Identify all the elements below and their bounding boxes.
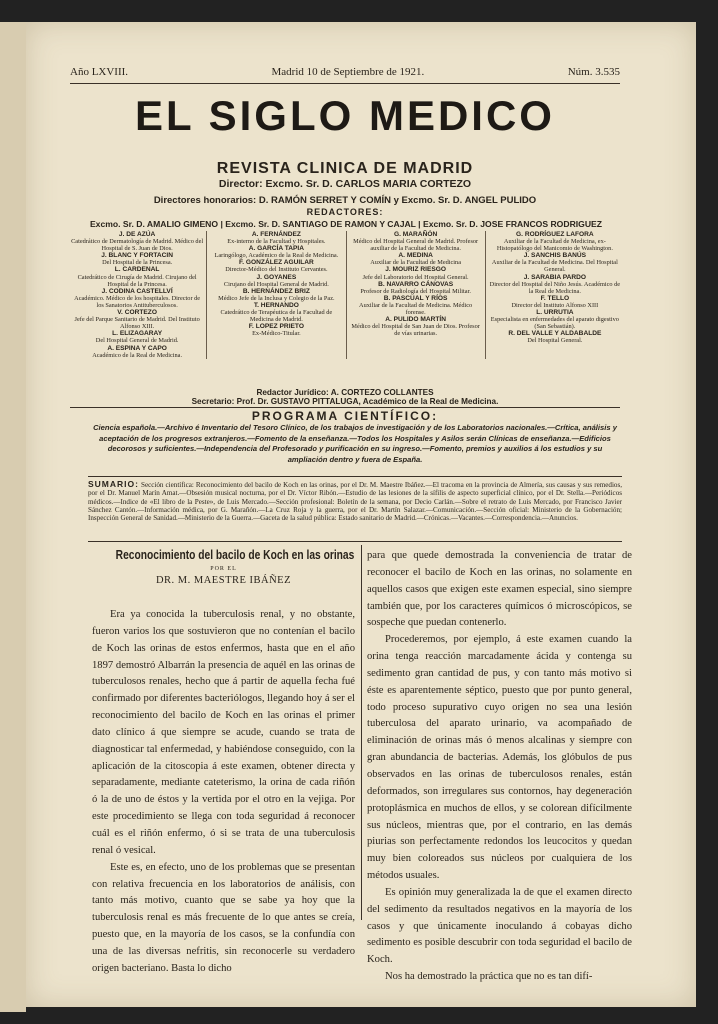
staff-name: J. CODINA CASTELLVÍ: [101, 287, 173, 295]
issue-date: Madrid 10 de Septiembre de 1921.: [271, 66, 425, 78]
staff-desc: Auxiliar de la Facultad de Medicina, ex-Histopatólogo del Manicomio de Washington.: [496, 238, 613, 253]
article-title: Reconocimiento del bacilo de Koch en las orinas: [115, 548, 355, 562]
staff-entry: [350, 266, 482, 280]
staff-entry: [210, 274, 342, 288]
masthead-subtitle: REVISTA CLINICA DE MADRID: [216, 160, 474, 177]
staff-desc: Laringólogo, Académico de la Real de Medicina.: [214, 252, 339, 260]
staff-entry: [350, 281, 482, 295]
staff-entry: [71, 231, 203, 252]
staff-name: B. NAVARRO CÁNOVAS: [378, 280, 454, 288]
staff-desc: Director del Instituto Alfonso XIII: [511, 301, 599, 309]
staff-name: B. HERNÁNDEZ BRIZ: [242, 287, 310, 295]
staff-desc: Médico Jefe de la Inclusa y Colegio de la Paz.: [218, 294, 335, 302]
staff-desc: Catedrático de Cirugía de Madrid. Cirujano del Hospital de la Princesa.: [77, 273, 197, 288]
staff-entry: [210, 245, 342, 259]
staff-entry: [210, 288, 342, 302]
staff-column: [346, 231, 485, 359]
staff-name: R. DEL VALLE Y ALDABALDE: [508, 330, 602, 338]
staff-entry: [350, 316, 482, 337]
staff-entry: [210, 231, 342, 245]
paragraph: Era ya conocida la tuberculosis renal, y no obstante, fueron varios los que sostuvieron que no contenían el bacilo de Koch las orinas de estos enfermos, hasta que en el año 1897 demostró Albarrán la presencia de aquél en las orinas de tuberculosos renales, hecho que á partir de aquella fecha fué confirmado por diferentes bacteriólogos, llegando hoy á ser el reconocimiento del bacilo de Koch en las orinas el primer dato clínico á que siempre se acude, cuando se trata de diagnosticar tal enfermedad, y habiéndose conseguido, con la aplicación de la citoscopia á este examen, obtener directa y separadamente, mediante cateterismo, la orina de cada riñón ó la de uno de éstos y la vertida por el otro en la vejiga. Por este procedimiento se llega con toda seguridad á reconocer cuál es el riñón enfermo, ó si se trata de una tuberculosis renal ó vesical.: [92, 609, 355, 856]
staff-desc: Especialista en enfermedades del aparato digestivo (San Sebastián).: [490, 316, 619, 331]
staff-desc: Director-Médico del Instituto Cervantes.: [225, 266, 328, 274]
staff-name: G. RODRÍGUEZ LAFORA: [516, 231, 594, 238]
staff-column: [68, 231, 206, 359]
staff-name: A. ESPINA Y CAPO: [107, 344, 167, 352]
editors-heading: REDACTORES:: [306, 207, 384, 217]
chief-editors: Excmo. Sr. D. AMALIO GIMENO | Excmo. Sr. D. SANTIAGO DE RAMON Y CAJAL | Excmo. Sr. D. JOSE FRANCOS RODRIGUEZ: [89, 219, 603, 229]
summary-text: Sección científica: Reconocimiento del bacilo de Koch en las orinas, por el Dr. M. Maestre Ibáñez.—El tracoma en la provincia de Almería, sus causas y sus remedios, por el Dr. Manuel Marín Amat.—Obsesión musical nocturna, por el Dr. Víctor Ribón.—Estudio de las lesiones de la sífilis de aspecto superficial clínico, por el Dr. Stella.—Periódicos médicos.—Indice de «El libro de la Peste», de Luis Mercado.—Sección profesional: Boletín de la semana, por Decio Carlán.—Sobre el retrato de Luis Mercado, por Francisco Javier Sánchez Cantón.—Información médica, por G. Marañón.—La Cruz Roja y la guerra, por el Dr. Martín Salazar.—Comunicación.—Sección oficial: Ministerio de la Gobernación; Inspección General de Sanidad.—Ministerio de la Guerra.—Gaceta de la salud pública: Estado sanitario de Madrid.—Crónicas.—Vacantes.—Correspondencia.—Anuncios.: [88, 481, 622, 523]
summary-rule: [88, 476, 622, 477]
staff-desc: Director del Hospital del Niño Jesús. Académico de la Real de Medicina.: [489, 280, 621, 295]
paragraph: para que quede demostrada la conveniencia de tratar de reconocer el bacilo de Koch en las orinas, no solamente en aquellos casos que exigen este examen especial, sino siempre también que, por los caracteres químicos ó microscópicos, se sospeche que puedan contenerlo.: [367, 550, 632, 629]
article-author: DR. M. MAESTRE IBÁÑEZ: [155, 575, 292, 586]
article-top-rule: [88, 541, 622, 542]
staff-entry: [350, 295, 482, 316]
staff-name: A. GARCÍA TAPIA: [248, 245, 305, 253]
issue-year: Año LXVIII.: [70, 66, 129, 78]
staff-entry: [489, 309, 621, 330]
staff-desc: Jefe del Parque Sanitario de Madrid. Del Instituto Alfonso XIII.: [74, 316, 200, 331]
staff-desc: Del Hospital General de Madrid.: [95, 337, 179, 345]
staff-name: L. CARDENAL: [114, 266, 160, 274]
staff-name: J. SANCHIS BANÚS: [523, 252, 587, 260]
staff-desc: Jefe del Laboratorio del Hospital General.: [362, 273, 469, 281]
staff-entry: [210, 323, 342, 337]
staff-desc: Ex-interno de la Facultad y Hospitales.: [227, 238, 326, 246]
staff-name: G. MARAÑÓN: [394, 231, 438, 238]
staff-column: [485, 231, 624, 359]
staff-name: T. HERNANDO: [253, 301, 299, 309]
staff-desc: Catedrático de Terapéutica de la Facultad de Medicina de Madrid.: [220, 309, 333, 324]
staff-name: B. PASCUAL Y RÍOS: [383, 294, 448, 302]
staff-name: F. GONZÁLEZ AGUILAR: [238, 259, 314, 267]
article-right-column: [367, 548, 632, 986]
staff-entry: [489, 330, 621, 344]
staff-name: A. FERNÁNDEZ: [251, 231, 301, 238]
previous-page-edge: [0, 22, 26, 1012]
staff-desc: Auxiliar de la Facultad de Medicina: [370, 259, 461, 267]
header-rule: [70, 83, 620, 84]
staff-desc: Profesor de Radiología del Hospital Militar.: [360, 287, 471, 295]
staff-entry: [71, 288, 203, 309]
article-body-left: [92, 607, 355, 978]
staff-desc: Auxiliar de la Facultad de Medicina. Médico forense.: [359, 301, 473, 317]
summary-label: SUMARIO:: [88, 479, 139, 489]
staff-desc: Del Hospital de la Princesa.: [102, 259, 173, 267]
staff-entry: [71, 330, 203, 344]
secretary: Secretario: Prof. Dr. GUSTAVO PITTALUGA, Académico de la Real de Medicina.: [191, 397, 499, 406]
article-by: POR EL: [210, 566, 237, 572]
staff-entry: [71, 345, 203, 359]
paragraph: Procederemos, por ejemplo, á este examen cuando la orina tenga reacción marcadamente ácida y contenga su sedimento gran cantidad de pus, y con tanto más motivo si éste es aparentemente séptico, puesto que por punto general, todo proceso supurativo cuyo origen no sea una lesión tuberculosa del aparato urinario, va acompañado de eliminación de orinas más ó menos alcalinas y siempre con gran abundancia de bacterias. Además, los glóbulos de pus observados en las orinas de tuberculosos renales, están deformados, son irregulares sus contornos, hay degeneración protoplásmica en muchos de ellos, y se colorean difícilmente sus núcleos, mientras que, por el contrario, en las demás piurias son perfectamente redondos los leucocitos y quedan muy bien coloreados sus núcleos por cualquiera de los métodos usuales.: [367, 634, 632, 882]
staff-desc: Médico del Hospital de San Juan de Dios. Profesor de vías urinarias.: [351, 323, 480, 338]
staff-entry: [489, 231, 621, 252]
editorial-staff: [68, 231, 624, 359]
staff-entry: [489, 295, 621, 309]
staff-desc: Cirujano del Hospital General de Madrid.: [223, 280, 329, 288]
paragraph: Es opinión muy generalizada la de que el examen directo del sedimento da resultados negativos en la mayoría de los casos y que únicamente inoculando á cobayas dicho sedimento es posible descubrir con toda seguridad el bacilo de Koch.: [367, 886, 632, 966]
staff-entry: [71, 252, 203, 266]
paragraph: Este es, en efecto, uno de los problemas que se presentan con relativa frecuencia en los laboratorios de análisis, con tanto más motivo, cuanto que se sabe ya hoy que la tuberculosis renal es más frecuente de lo que antes se creía, puesto que, en la mayoría de los casos, se la confundía con una de las diversas nefritis, sin reconocerle su verdadero origen bacteriano. Basta lo dicho: [92, 861, 355, 974]
staff-name: A. MEDINA: [398, 252, 433, 260]
staff-name: J. SARABIA PARDO: [523, 273, 587, 281]
staff-entry: [489, 274, 621, 295]
article-body-right: [367, 548, 632, 986]
paragraph: Nos ha demostrado la práctica que no es tan difí-: [385, 971, 593, 983]
article-left-column: [92, 548, 355, 978]
staff-entry: [210, 302, 342, 323]
staff-entry: [350, 231, 482, 252]
staff-name: J. DE AZÚA: [118, 231, 156, 238]
issue-number: Núm. 3.535: [567, 66, 620, 78]
issue-header: [70, 66, 620, 78]
staff-column: [206, 231, 345, 359]
staff-name: A. PULIDO MARTÍN: [385, 316, 447, 324]
staff-name: F. TELLO: [540, 294, 570, 302]
legal-editor: Redactor Jurídico: A. CORTEZO COLLANTES: [256, 388, 434, 397]
programme-rule: [70, 407, 620, 408]
staff-name: L. ELIZAGARAY: [112, 330, 163, 338]
staff-name: F. LOPEZ PRIETO: [248, 323, 304, 331]
programme-text: Ciencia española.—Archivo é Inventario del Tesoro Clínico, de los trabajos de investigación y de los Laboratorios nacionales.—Crítica, análisis y aceptación de los progresos extranjeros.—Fomento de la enseñanza.—Todos los Hospitales y Asilos serán Clínicas de enseñanza.—Edificios decorosos y suficientes.—Independencia del Profesorado y purificación en su ingreso.—Fomento, premios y auxilios á los estudios y su ampliación dentro y fuera de España.: [93, 423, 617, 464]
staff-desc: Auxiliar de la Facultad de Medicina. Del Hospital General.: [491, 259, 618, 274]
staff-desc: Médico del Hospital General de Madrid. Profesor auxiliar de la Facultad de Medicina.: [353, 238, 479, 253]
staff-entry: [489, 252, 621, 273]
staff-entry: [350, 252, 482, 266]
staff-name: J. GOYANES: [256, 273, 297, 281]
masthead-title: EL SIGLO MEDICO: [135, 92, 555, 139]
staff-entry: [71, 309, 203, 330]
staff-name: J. BLANC Y FORTACIN: [101, 252, 174, 260]
column-divider: [361, 545, 362, 920]
staff-desc: Del Hospital General.: [527, 337, 583, 345]
staff-entry: [210, 259, 342, 273]
director-line: Director: Excmo. Sr. D. CARLOS MARIA CORTEZO: [218, 178, 472, 190]
staff-name: L. URRUTIA: [536, 309, 574, 317]
staff-desc: Académico. Médico de los hospitales. Director de los Sanatorios Antituberculosos.: [74, 294, 201, 309]
staff-desc: Académico de la Real de Medicina.: [92, 351, 183, 359]
staff-desc: Catedrático de Dermatología de Madrid. Médico del Hospital de S. Juan de Dios.: [71, 238, 204, 253]
staff-desc: Ex-Médico-Titular.: [252, 330, 301, 338]
honorary-directors: Directores honorarios: D. RAMÓN SERRET Y COMÍN y Excmo. Sr. D. ANGEL PULIDO: [153, 195, 537, 206]
staff-name: V. CORTEZO: [117, 309, 157, 317]
summary: [88, 480, 622, 522]
staff-name: J. MOURIZ RIESGO: [385, 266, 447, 274]
staff-entry: [71, 266, 203, 287]
programme-title: PROGRAMA CIENTÍFICO:: [251, 409, 439, 423]
